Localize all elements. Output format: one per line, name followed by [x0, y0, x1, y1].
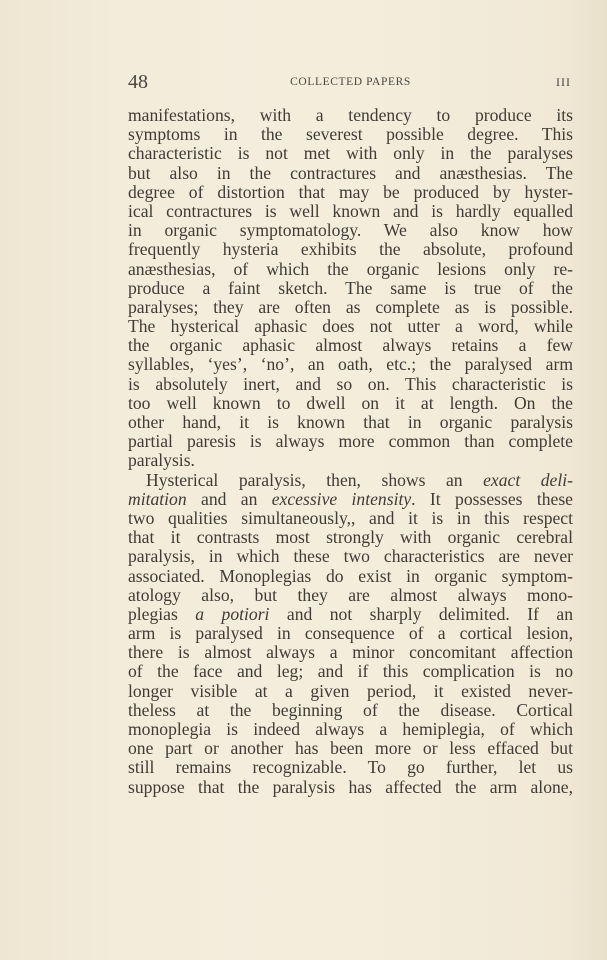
- text-line: is absolutely inert, and so on. This characteristic is: [128, 373, 573, 394]
- book-page: [128, 70, 573, 797]
- text-line: paralysis, in which these two characteristics are never: [128, 546, 573, 567]
- text-line: degree of distortion that may be produced by hyster-: [128, 181, 573, 202]
- running-title: COLLECTED PAPERS: [290, 76, 411, 88]
- section-number: III: [556, 75, 571, 89]
- text-line: arm is paralysed in consequence of a cortical lesion,: [128, 623, 573, 644]
- italic-run: excessive intensity: [271, 488, 412, 509]
- text-line: there is almost always a minor concomitant affection: [128, 642, 573, 663]
- italic-run: exact deli-: [483, 469, 573, 490]
- text-line: characteristic is not met with only in the paralyses: [128, 143, 573, 164]
- text-line: atology also, but they are almost always mono-: [128, 584, 573, 605]
- text-line: syllables, ‘yes’, ‘no’, an oath, etc.; the paralysed arm: [128, 354, 573, 375]
- text-line: but also in the contractures and anæsthesias. The: [128, 162, 573, 183]
- text-line: the organic aphasic almost always retains a few: [128, 335, 573, 356]
- page-number: 48: [128, 71, 148, 93]
- text-line: still remains recognizable. To go further, let us: [128, 757, 573, 778]
- text-line: associated. Monoplegias do exist in organic symptom-: [128, 565, 573, 586]
- text-line: suppose that the paralysis has affected the arm alone,: [128, 776, 573, 797]
- paragraph-2: [128, 471, 573, 797]
- text-line: two qualities simultaneously,, and it is in this respect: [128, 507, 573, 528]
- italic-run: a potiori: [195, 603, 270, 624]
- text-run: Hysterical paralysis, then, shows an: [146, 469, 484, 490]
- text-line: The hysterical aphasic does not utter a word, while: [128, 316, 573, 337]
- text-run: and an: [186, 488, 272, 509]
- text-line: in organic symptomatology. We also know how: [128, 220, 573, 241]
- text-run: plegias: [128, 603, 196, 624]
- text-line: that it contrasts most strongly with organic cerebral: [128, 527, 573, 548]
- text-line: monoplegia is indeed always a hemiplegia, of which: [128, 719, 573, 739]
- text-line: too well known to dwell on it at length. On the: [128, 392, 573, 413]
- text-line: of the face and leg; and if this complication is no: [128, 661, 573, 682]
- text-run: and not sharply delimited. If an: [269, 603, 573, 624]
- body-text: [128, 106, 573, 797]
- text-line: manifestations, with a tendency to produce its: [128, 105, 573, 125]
- text-line: other hand, it is known that in organic paralysis: [128, 412, 573, 432]
- text-line: paralysis.: [128, 450, 195, 471]
- text-line: theless at the beginning of the disease. Cortical: [128, 699, 573, 720]
- text-line: anæsthesias, of which the organic lesions only re-: [128, 258, 573, 279]
- text-line: [128, 605, 573, 624]
- text-line: ical contractures is well known and is hardly equalled: [128, 200, 573, 221]
- text-run: . It possesses these: [411, 488, 573, 509]
- italic-run: mitation: [128, 488, 187, 509]
- text-line: partial paresis is always more common than complete: [128, 431, 573, 452]
- text-line: [128, 471, 573, 490]
- text-line: produce a faint sketch. The same is true of the: [128, 277, 573, 298]
- text-line: paralyses; they are often as complete as is possible.: [128, 296, 573, 317]
- text-line: one part or another has been more or less effaced but: [128, 738, 573, 759]
- paragraph-1: [128, 106, 573, 471]
- text-line: frequently hysteria exhibits the absolute, profound: [128, 239, 573, 260]
- text-line: [128, 490, 573, 509]
- running-head: [128, 70, 573, 94]
- text-line: longer visible at a given period, it existed never-: [128, 680, 573, 701]
- text-line: symptoms in the severest possible degree. This: [128, 124, 573, 145]
